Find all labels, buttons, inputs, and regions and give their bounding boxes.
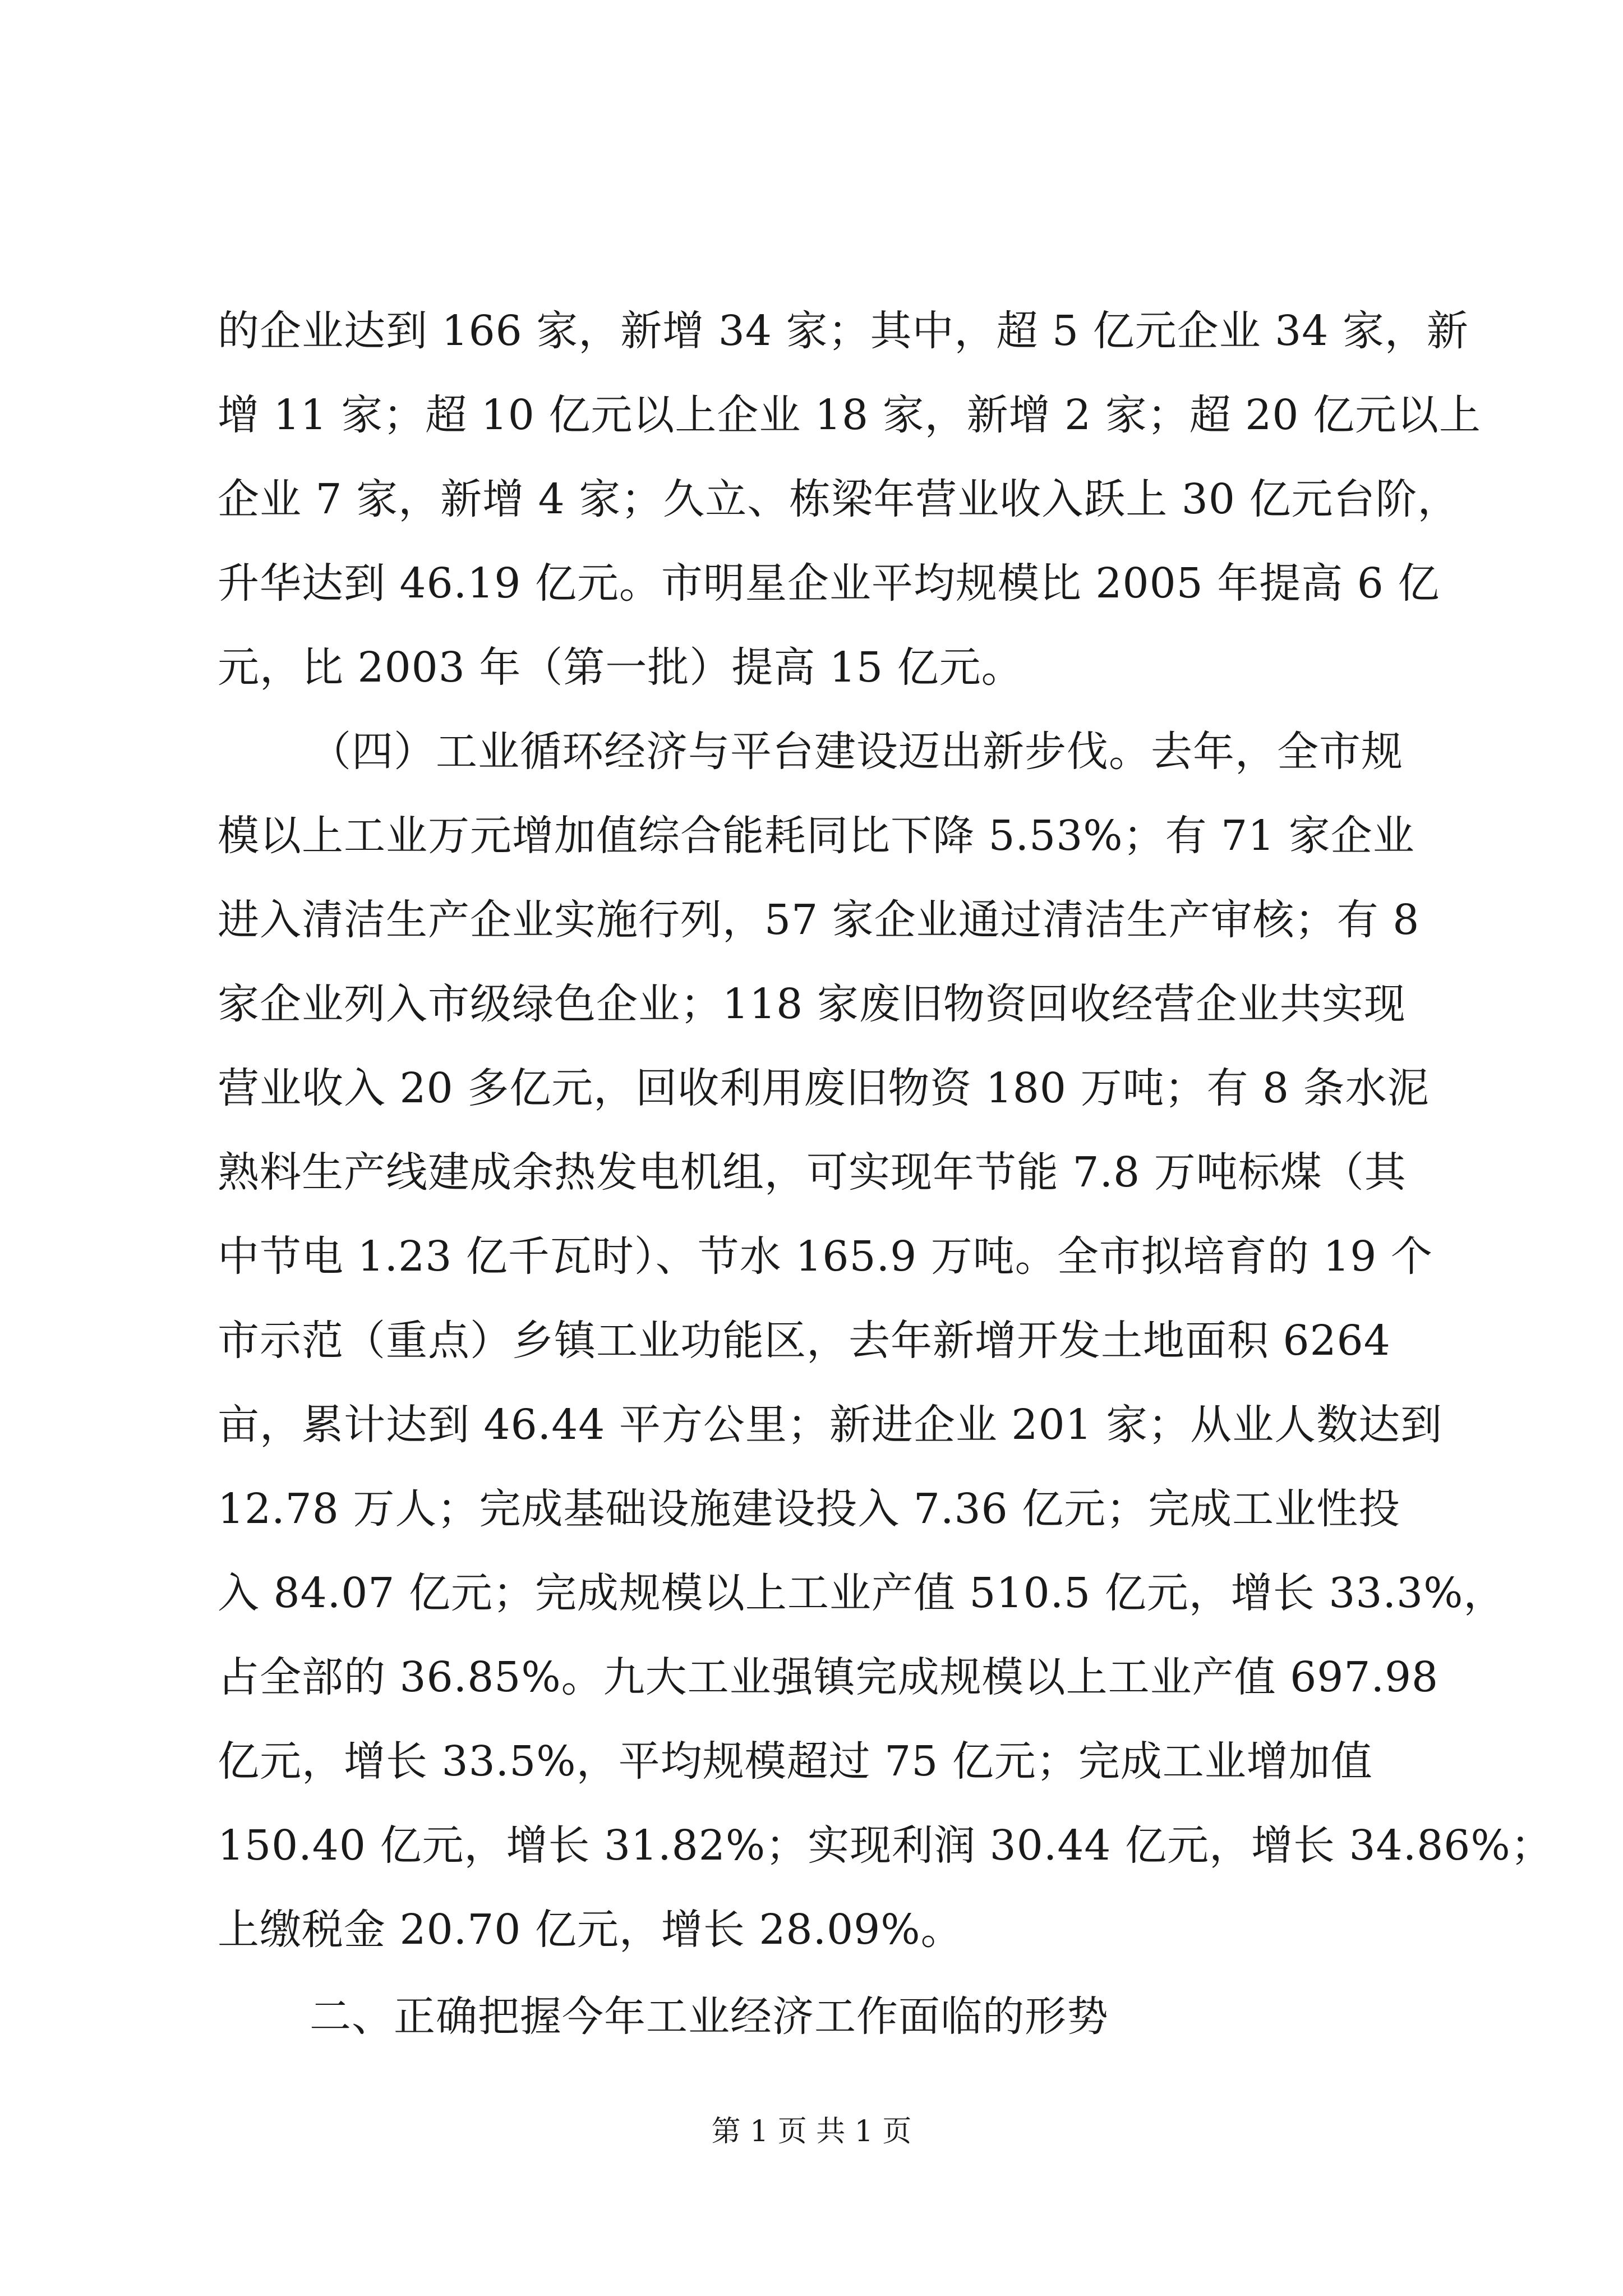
text-line: 模以上工业万元增加值综合能耗同比下降 5.53%；有 71 家企业 [218,812,1415,860]
text-line: 增 11 家；超 10 亿元以上企业 18 家，新增 2 家；超 20 亿元以上 [218,391,1481,439]
text-line: 的企业达到 166 家，新增 34 家；其中，超 5 亿元企业 34 家，新 [218,307,1469,355]
text-line: 上缴税金 20.70 亿元，增长 28.09%。 [218,1906,963,1954]
text-line: 家企业列入市级绿色企业；118 家废旧物资回收经营企业共实现 [218,980,1406,1028]
text-line: 12.78 万人；完成基础设施建设投入 7.36 亿元；完成工业性投 [218,1485,1401,1533]
text-line: 进入清洁生产企业实施行列，57 家企业通过清洁生产审核；有 8 [218,896,1420,944]
page-footer: 第 1 页 共 1 页 [711,2115,912,2148]
text-line: 150.40 亿元，增长 31.82%；实现利润 30.44 亿元，增长 34.86%； [218,1821,1553,1870]
text-line: 企业 7 家，新增 4 家；久立、栋梁年营业收入跃上 30 亿元台阶， [218,475,1460,523]
text-line: 元，比 2003 年（第一批）提高 15 亿元。 [218,643,1023,692]
text-line: 亩，累计达到 46.44 平方公里；新进企业 201 家；从业人数达到 [218,1401,1443,1449]
text-line: 市示范（重点）乡镇工业功能区，去年新增开发土地面积 6264 [218,1317,1391,1365]
text-line: 营业收入 20 多亿元，回收利用废旧物资 180 万吨；有 8 条水泥 [218,1064,1430,1112]
text-line: 升华达到 46.19 亿元。市明星企业平均规模比 2005 年提高 6 亿 [218,559,1440,608]
text-line: 入 84.07 亿元；完成规模以上工业产值 510.5 亿元，增长 33.3%， [218,1569,1506,1617]
text-line: 熟料生产线建成余热发电机组，可实现年节能 7.8 万吨标煤（其 [218,1148,1407,1197]
paragraph-start-line: （四）工业循环经济与平台建设迈出新步伐。去年，全市规 [310,728,1403,776]
text-line: 占全部的 36.85%。九大工业强镇完成规模以上工业产值 697.98 [218,1653,1439,1701]
text-line: 中节电 1.23 亿千瓦时）、节水 165.9 万吨。全市拟培育的 19 个 [218,1232,1433,1281]
section-heading: 二、正确把握今年工业经济工作面临的形势 [310,1993,1109,2041]
text-line: 亿元，增长 33.5%，平均规模超过 75 亿元；完成工业增加值 [218,1737,1373,1786]
